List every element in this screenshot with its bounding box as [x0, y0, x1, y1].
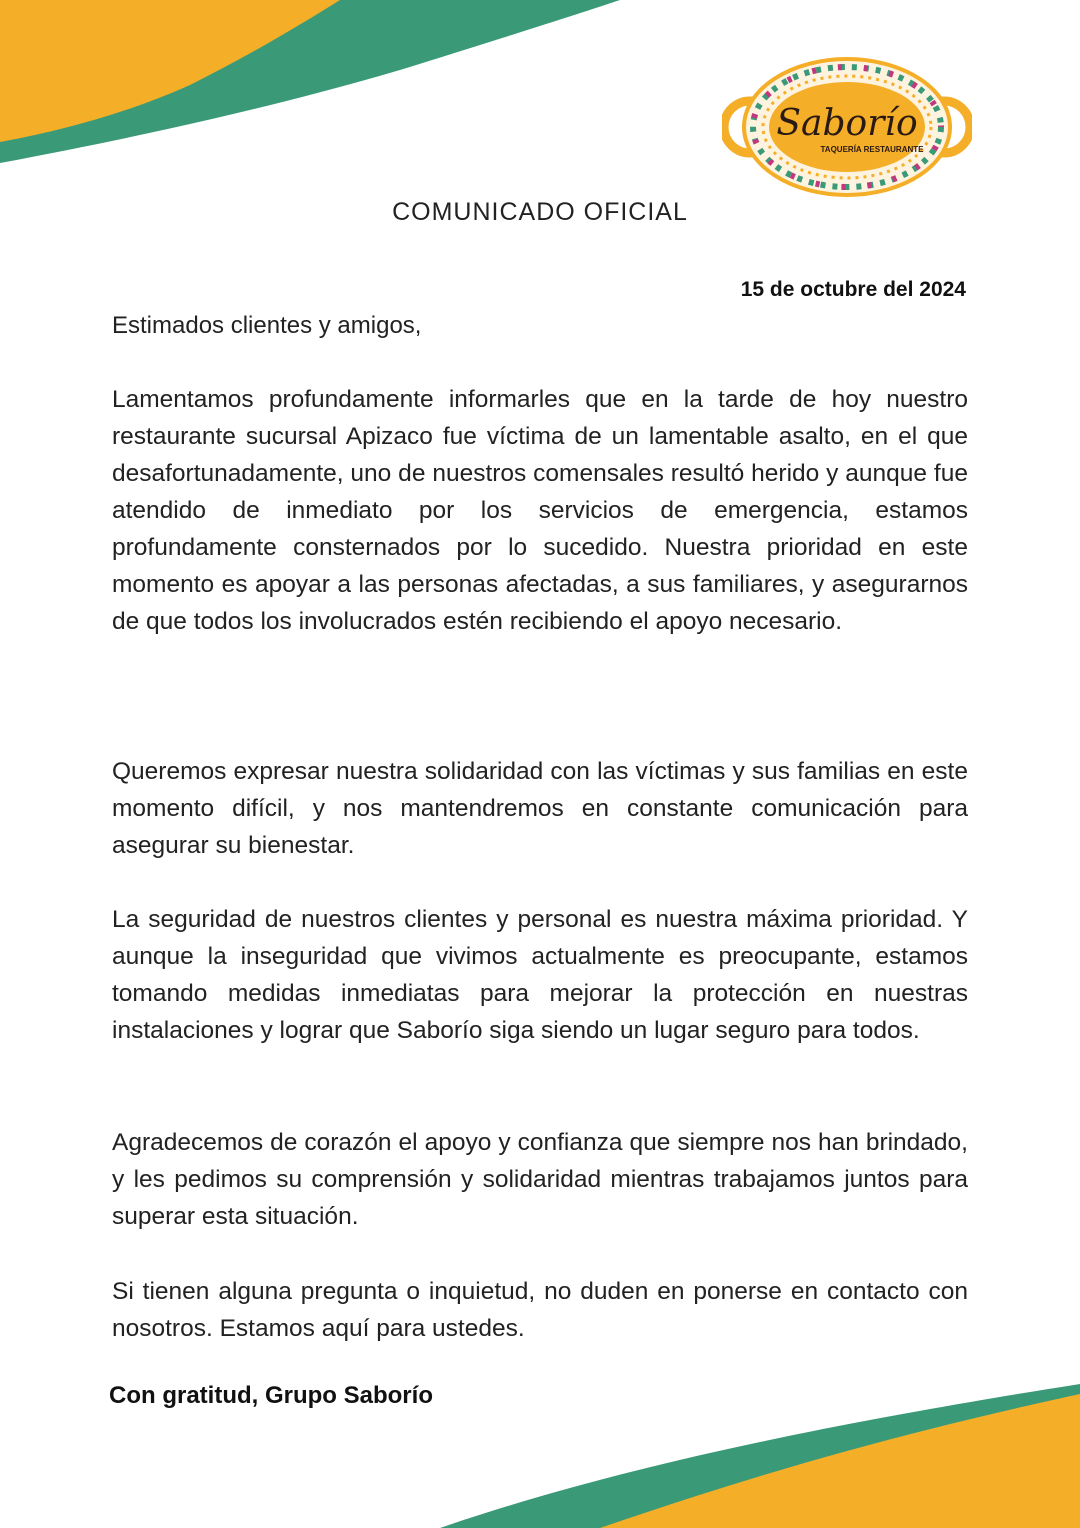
yellow-swoosh: [600, 1394, 1080, 1528]
paragraph-gratitude: Agradecemos de corazón el apoyo y confianza que siempre nos han brindado, y les pedimos su comprensión y solidaridad mientras trabajamos juntos para superar esta situación.: [112, 1129, 968, 1230]
logo-subtitle-text: TAQUERÍA RESTAURANTE: [820, 145, 924, 154]
paragraph-incident: Lamentamos profundamente informarles que en la tarde de hoy nuestro restaurante sucursal Apizaco fue víctima de un lamentable asalto, en el que desafortunadamente, uno de nuestros comensales resultó herido y aunque fue atendido de inmediato por los servicios de emergencia, estamos profundamente consternados por lo sucedido. Nuestra prioridad en este momento es apoyar a las personas afectadas, a sus familiares, y asegurarnos de que todos los involucrados estén recibiendo el apoyo necesario.: [112, 386, 968, 635]
paragraph-solidarity: Queremos expresar nuestra solidaridad con las víctimas y sus familias en este momento difícil, y nos mantendremos en constante comunicación para asegurar su bienestar.: [112, 758, 968, 859]
bottom-right-swoosh-decoration: [0, 1378, 1080, 1528]
saborio-logo: [722, 55, 972, 200]
document-title: COMUNICADO OFICIAL: [392, 198, 688, 226]
document-date: 15 de octubre del 2024: [740, 278, 966, 301]
paragraph-security: La seguridad de nuestros clientes y personal es nuestra máxima prioridad. Y aunque la inseguridad que vivimos actualmente es preocupante, estamos tomando medidas inmediatas para mejorar la protección en nuestras instalaciones y lograr que Saborío siga siendo un lugar seguro para todos.: [112, 906, 968, 1044]
logo-script-text: Saborío: [776, 103, 918, 144]
signoff: Con gratitud, Grupo Saborío: [109, 1382, 433, 1409]
greeting: Estimados clientes y amigos,: [112, 312, 422, 339]
top-left-swoosh-decoration: [0, 0, 620, 170]
paragraph-contact: Si tienen alguna pregunta o inquietud, no duden en ponerse en contacto con nosotros. Estamos aquí para ustedes.: [112, 1278, 968, 1342]
